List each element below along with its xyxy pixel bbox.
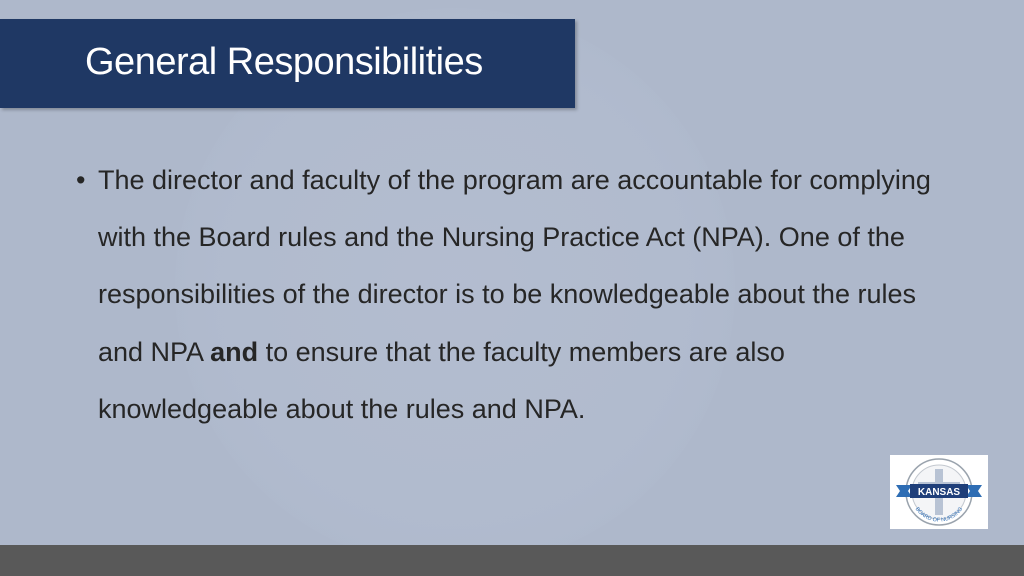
logo-ring-text: BOARD OF NURSING (913, 506, 965, 524)
bullet-icon: • (76, 165, 86, 195)
bullet-item (76, 152, 956, 438)
paragraph-text-2: to ensure that the faculty members are also knowledgeable about the rules and NPA. (98, 336, 785, 424)
paragraph-text-1: The director and faculty of the program are accountable for complying with the Board rules and the Nursing Practice Act (NPA). One of the responsibilities of the director is to be knowledgeable about the rules and NPA (98, 165, 931, 367)
paragraph-bold-text: and (210, 336, 259, 367)
kansas-board-of-nursing-logo (890, 455, 988, 529)
slide-title: General Responsibilities (85, 41, 483, 83)
seal-icon (890, 455, 988, 529)
bullet-paragraph (98, 152, 956, 438)
logo-center-text: KANSAS (917, 487, 961, 498)
footer-bar (0, 545, 1024, 576)
slide-body (76, 152, 956, 438)
